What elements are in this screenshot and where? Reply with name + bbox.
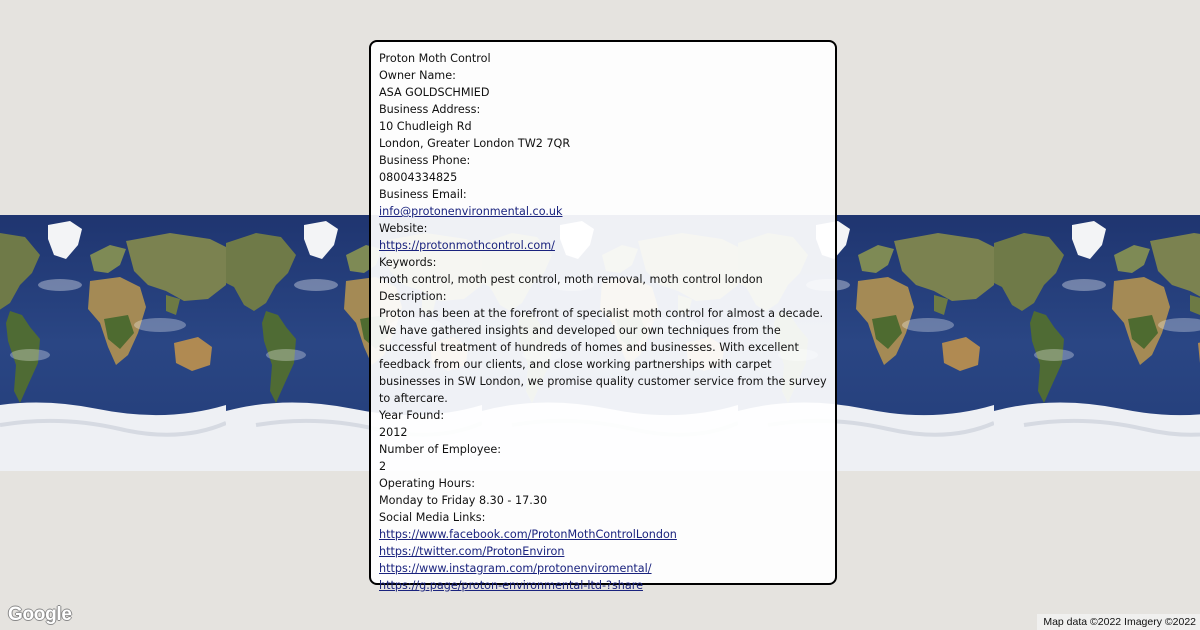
instagram-link[interactable]: https://www.instagram.com/protonenviromental/ xyxy=(379,562,652,575)
hours-value: Monday to Friday 8.30 - 17.30 xyxy=(379,494,548,507)
year-value: 2012 xyxy=(379,426,408,439)
social-label: Social Media Links: xyxy=(379,511,486,524)
email-link[interactable]: info@protonenvironmental.co.uk xyxy=(379,205,563,218)
map-attribution: Map data ©2022 Imagery ©2022 xyxy=(1037,614,1200,630)
phone-value: 08004334825 xyxy=(379,171,458,184)
email-label: Business Email: xyxy=(379,188,467,201)
description-label: Description: xyxy=(379,290,447,303)
address-line-1: 10 Chudleigh Rd xyxy=(379,120,472,133)
address-label: Business Address: xyxy=(379,103,481,116)
hours-label: Operating Hours: xyxy=(379,477,476,490)
owner-value: ASA GOLDSCHMIED xyxy=(379,86,490,99)
address-line-2: London, Greater London TW2 7QR xyxy=(379,137,571,150)
business-name: Proton Moth Control xyxy=(379,52,491,65)
business-info-window xyxy=(369,40,837,592)
employees-label: Number of Employee: xyxy=(379,443,502,456)
employees-value: 2 xyxy=(379,460,387,473)
google-page-link[interactable]: https://g.page/proton-environmental-ltd-?share xyxy=(379,579,643,592)
keywords-label: Keywords: xyxy=(379,256,437,269)
description-value: Proton has been at the forefront of specialist moth control for almost a decade. We have gathered insights and developed our own techniques from the successful treatment of hundreds of homes and businesses. With excellent feedback from our clients, and close working partnerships with carpet businesses in SW London, we promise quality customer service from the survey to aftercare. xyxy=(379,307,827,405)
phone-label: Business Phone: xyxy=(379,154,471,167)
website-link[interactable]: https://protonmothcontrol.com/ xyxy=(379,239,555,252)
owner-label: Owner Name: xyxy=(379,69,456,82)
twitter-link[interactable]: https://twitter.com/ProtonEnviron xyxy=(379,545,565,558)
website-label: Website: xyxy=(379,222,428,235)
facebook-link[interactable]: https://www.facebook.com/ProtonMothControlLondon xyxy=(379,528,677,541)
keywords-value: moth control, moth pest control, moth removal, moth control london xyxy=(379,273,763,286)
year-label: Year Found: xyxy=(379,409,445,422)
google-logo[interactable]: Google xyxy=(8,604,72,625)
